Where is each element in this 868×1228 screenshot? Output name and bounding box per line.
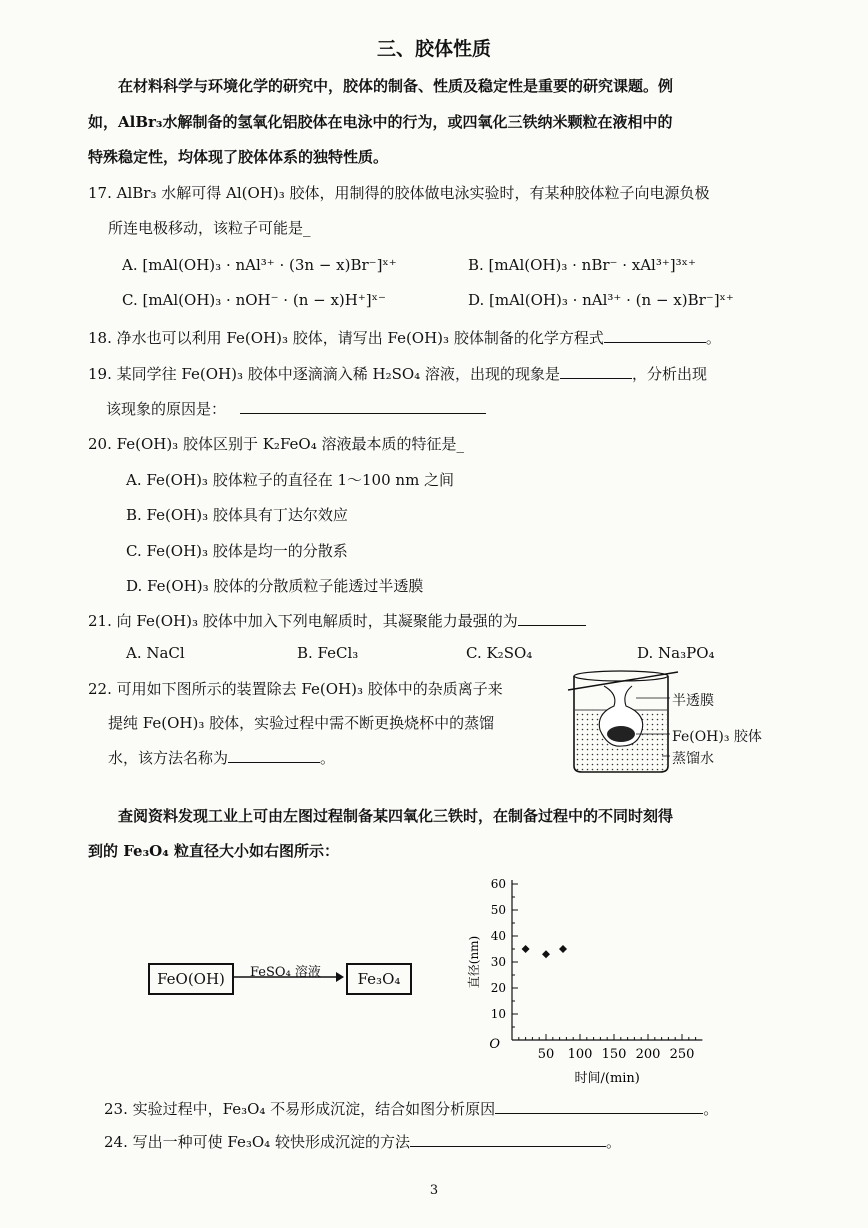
diameter-scatter-chart — [460, 868, 720, 1090]
q20-option-c: C. Fe(OH)₃ 胶体是均一的分散系 — [126, 542, 348, 560]
flow-product-box — [346, 963, 412, 995]
x-tick-label: 250 — [669, 1047, 695, 1062]
x-tick-label: 50 — [537, 1047, 555, 1062]
q21-answer-blank[interactable] — [518, 609, 586, 626]
x-tick-label: 150 — [601, 1047, 627, 1062]
q21-option-a: A. NaCl — [126, 644, 185, 662]
q22-answer-blank[interactable] — [228, 746, 320, 763]
q22-question-3 — [108, 746, 335, 768]
data-point — [522, 945, 530, 953]
x-tick-label: 200 — [635, 1047, 661, 1062]
q22-text: 22. 可用如下图所示的装置除去 Fe(OH)₃ 胶体中的杂质离子来 — [88, 680, 503, 698]
q19-mid: ，分析出现 — [631, 365, 707, 383]
y-tick-label: 30 — [490, 955, 506, 969]
q17-option-b: B. [mAl(OH)₃ · nBr⁻ · xAl³⁺]³ˣ⁺ — [468, 256, 696, 274]
passage-line-1: 查阅资料发现工业上可由左图过程制备某四氧化三铁时，在制备过程中的不同时刻得 — [118, 807, 674, 825]
intro-line-1: 在材料科学与环境化学的研究中，胶体的制备、性质及稳定性是重要的研究课题。例 — [118, 77, 674, 95]
q19-reason-blank[interactable] — [240, 397, 486, 414]
q24-question — [104, 1130, 621, 1152]
q17-option-c: C. [mAl(OH)₃ · nOH⁻ · (n − x)H⁺]ˣ⁻ — [122, 291, 386, 309]
q20-option-d: D. Fe(OH)₃ 胶体的分散质粒子能透过半透膜 — [126, 577, 424, 595]
q23-end: 。 — [703, 1100, 719, 1118]
q17-option-a: A. [mAl(OH)₃ · nAl³⁺ · (3n − x)Br⁻]ˣ⁺ — [122, 256, 397, 274]
q19-question — [88, 362, 707, 384]
x-axis-label: 时间/(min) — [574, 1071, 640, 1086]
q19-text: 19. 某同学往 Fe(OH)₃ 胶体中逐滴滴入稀 H₂SO₄ 溶液，出现的现象是 — [88, 365, 560, 383]
intro-line-3: 特殊稳定性，均体现了胶体体系的独特性质。 — [88, 148, 389, 166]
flow-reactant: FeO(OH) — [157, 970, 225, 988]
y-tick-label: 20 — [490, 981, 506, 995]
flow-reagent-label: FeSO₄ 溶液 — [250, 965, 321, 980]
q23-text: 23. 实验过程中，Fe₃O₄ 不易形成沉淀，结合如图分析原因 — [104, 1100, 496, 1118]
colloid-in-bag — [607, 726, 635, 742]
q22-text-2: 提纯 Fe(OH)₃ 胶体，实验过程中需不断更换烧杯中的蒸馏 — [108, 714, 495, 732]
q24-answer-blank[interactable] — [410, 1130, 606, 1147]
q21-question — [88, 609, 586, 631]
y-axis-label: 直径(nm) — [467, 935, 481, 989]
x-tick-label: 100 — [567, 1047, 593, 1062]
q22-text-3: 水，该方法名称为 — [108, 749, 229, 767]
q18-question — [88, 326, 721, 348]
dialysis-apparatus-figure — [566, 668, 762, 780]
q21-option-b: B. FeCl₃ — [297, 644, 359, 662]
q24-text: 24. 写出一种可使 Fe₃O₄ 较快形成沉淀的方法 — [104, 1133, 410, 1151]
q24-end: 。 — [605, 1133, 621, 1151]
q21-text: 21. 向 Fe(OH)₃ 胶体中加入下列电解质时，其凝聚能力最强的为 — [88, 612, 518, 630]
q23-question — [104, 1097, 718, 1119]
y-tick-label: 40 — [490, 929, 506, 943]
flow-arrow — [232, 970, 344, 984]
y-tick-label: 50 — [490, 903, 506, 917]
flow-product: Fe₃O₄ — [357, 970, 401, 988]
passage-line-2: 到的 Fe₃O₄ 粒直径大小如右图所示： — [88, 842, 340, 860]
q19-reason — [106, 397, 486, 419]
y-tick-label: 60 — [490, 877, 506, 891]
q17-option-d: D. [mAl(OH)₃ · nAl³⁺ · (n − x)Br⁻]ˣ⁺ — [468, 291, 734, 309]
q18-end: 。 — [705, 329, 721, 347]
y-tick-label: 10 — [490, 1007, 506, 1021]
q18-text: 18. 净水也可以利用 Fe(OH)₃ 胶体，请写出 Fe(OH)₃ 胶体制备的化学方程式 — [88, 329, 604, 347]
q20-option-b: B. Fe(OH)₃ 胶体具有丁达尔效应 — [126, 506, 348, 524]
q23-answer-blank[interactable] — [495, 1097, 703, 1114]
label-distilled-water: 蒸馏水 — [672, 751, 714, 767]
data-point — [542, 950, 550, 958]
q17-text: 17. AlBr₃ 水解可得 Al(OH)₃ 胶体，用制得的胶体做电泳实验时，有某种胶体粒子向电源负极 — [88, 184, 710, 202]
flow-reactant-box — [148, 963, 234, 995]
page-number: 3 — [429, 1183, 439, 1198]
q22-end: 。 — [320, 749, 336, 767]
q19-phenomenon-blank[interactable] — [560, 362, 632, 379]
q17-text-2: 所连电极移动，该粒子可能是_ — [108, 219, 311, 237]
section-title: 三、胶体性质 — [376, 38, 491, 60]
q21-option-d: D. Na₃PO₄ — [637, 644, 715, 662]
data-point — [559, 945, 567, 953]
q20-option-a: A. Fe(OH)₃ 胶体粒子的直径在 1～100 nm 之间 — [126, 471, 455, 489]
label-colloid: Fe(OH)₃ 胶体 — [672, 729, 762, 745]
q21-option-c: C. K₂SO₄ — [466, 644, 533, 662]
q19-text-2: 该现象的原因是： — [106, 400, 227, 418]
intro-line-2: 如，AlBr₃水解制备的氢氧化铝胶体在电泳中的行为，或四氧化三铁纳米颗粒在液相中的 — [88, 113, 673, 131]
q20-text: 20. Fe(OH)₃ 胶体区别于 K₂FeO₄ 溶液最本质的特征是_ — [88, 435, 464, 453]
label-semipermeable-membrane: 半透膜 — [672, 693, 714, 709]
origin-label: O — [489, 1037, 500, 1052]
q18-answer-blank[interactable] — [604, 326, 706, 343]
